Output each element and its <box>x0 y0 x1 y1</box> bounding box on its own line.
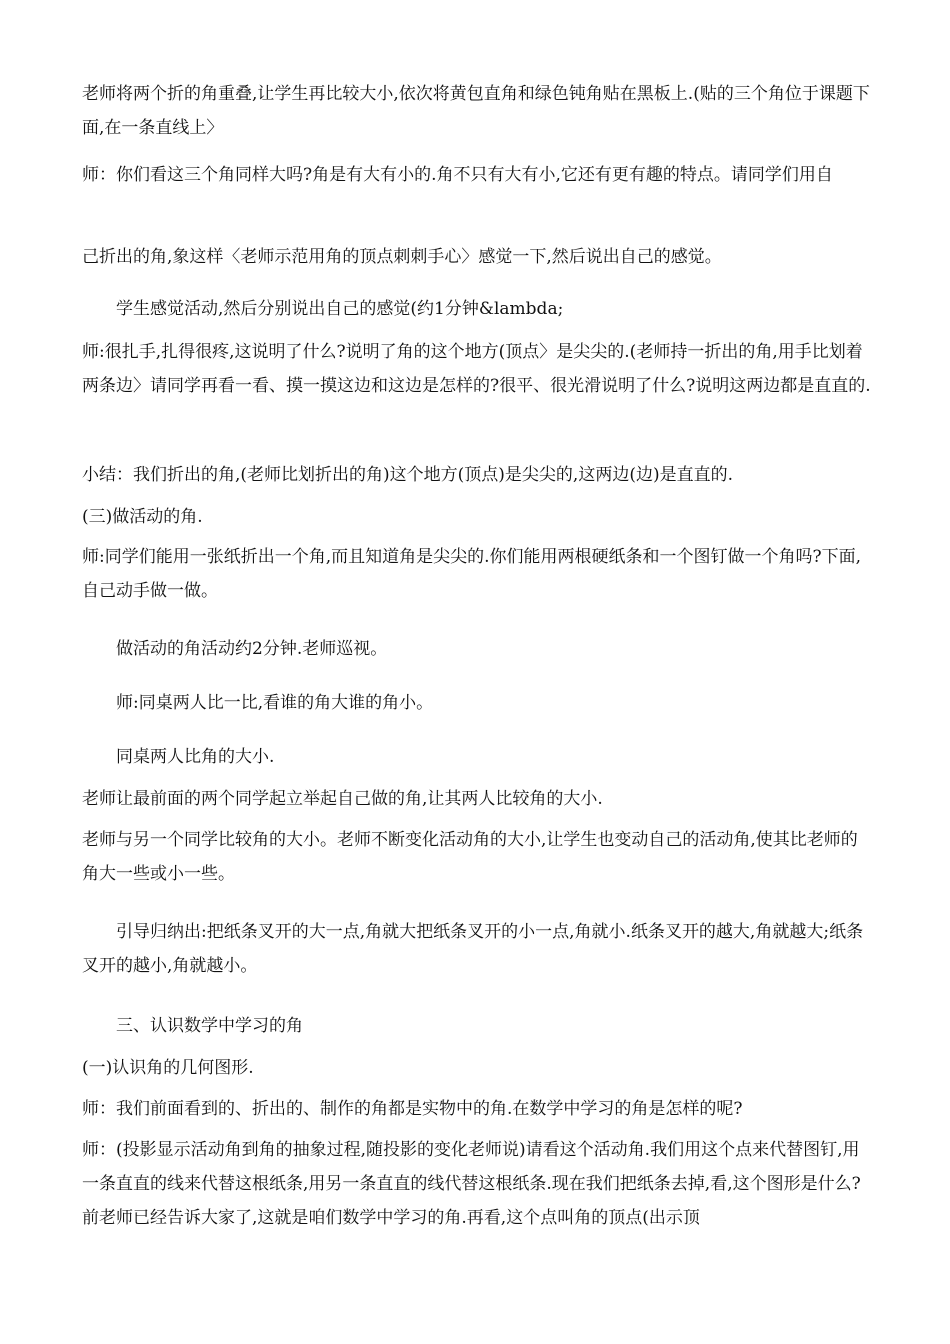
paragraph-11: 同桌两人比角的大小. <box>116 747 275 767</box>
paragraph-6: 小结：我们折出的角,(老师比划折出的角)这个地方(顶点)是尖尖的,这两边(边)是直直的. <box>82 465 734 485</box>
paragraph-8: 师:同学们能用一张纸折出一个角,而且知道角是尖尖的.你们能用两根硬纸条和一个图钉做一个角吗?下面,自己动手做一做。 <box>82 547 862 601</box>
paragraph-14: 引导归纳出:把纸条叉开的大一点,角就大把纸条叉开的小一点,角就小.纸条叉开的越大,角就越大;纸条叉开的越小,角就越小。 <box>82 922 864 976</box>
paragraph-17: 师：我们前面看到的、折出的、制作的角都是实物中的角.在数学中学习的角是怎样的呢? <box>82 1099 743 1119</box>
paragraph-2: 师：你们看这三个角同样大吗?角是有大有小的.角不只有大有小,它还有更有趣的特点。请同学们用自 <box>82 165 833 185</box>
paragraph-16: (一)认识角的几何图形. <box>82 1058 254 1078</box>
paragraph-9: 做活动的角活动约2分钟.老师巡视。 <box>116 639 388 659</box>
paragraph-5: 师:很扎手,扎得很疼,这说明了什么?说明了角的这个地方(顶点〉是尖尖的.(老师持一折出的角,用手比划着两条边〉请同学再看一看、摸一摸这边和这边是怎样的?很平、很光滑说明了什么?说明这两边都是直直的. <box>82 342 871 396</box>
paragraph-1: 老师将两个折的角重叠,让学生再比较大小,依次将黄包直角和绿色钝角贴在黑板上.(贴的三个角位于课题下面,在一条直线上〉 <box>82 84 870 138</box>
paragraph-3: 己折出的角,象这样〈老师示范用角的顶点刺刺手心〉感觉一下,然后说出自己的感觉。 <box>82 247 722 267</box>
paragraph-10: 师:同桌两人比一比,看谁的角大谁的角小。 <box>116 693 434 713</box>
paragraph-13: 老师与另一个同学比较角的大小。老师不断变化活动角的大小,让学生也变动自己的活动角,使其比老师的角大一些或小一些。 <box>82 830 858 884</box>
paragraph-7: (三)做活动的角. <box>82 507 203 527</box>
paragraph-15: 三、认识数学中学习的角 <box>116 1016 303 1036</box>
paragraph-12: 老师让最前面的两个同学起立举起自己做的角,让其两人比较角的大小. <box>82 789 603 809</box>
paragraph-18: 师：(投影显示活动角到角的抽象过程,随投影的变化老师说)请看这个活动角.我们用这个点来代替图钉,用一条直直的线来代替这根纸条,用另一条直直的线代替这根纸条.现在我们把纸条去掉,看,这个图形是什么?前老师已经告诉大家了,这就是咱们数学中学习的角.再看,这个点叫角的顶点(出示顶 <box>82 1140 861 1228</box>
paragraph-4: 学生感觉活动,然后分别说出自己的感觉(约1分钟&lambda; <box>116 299 564 319</box>
